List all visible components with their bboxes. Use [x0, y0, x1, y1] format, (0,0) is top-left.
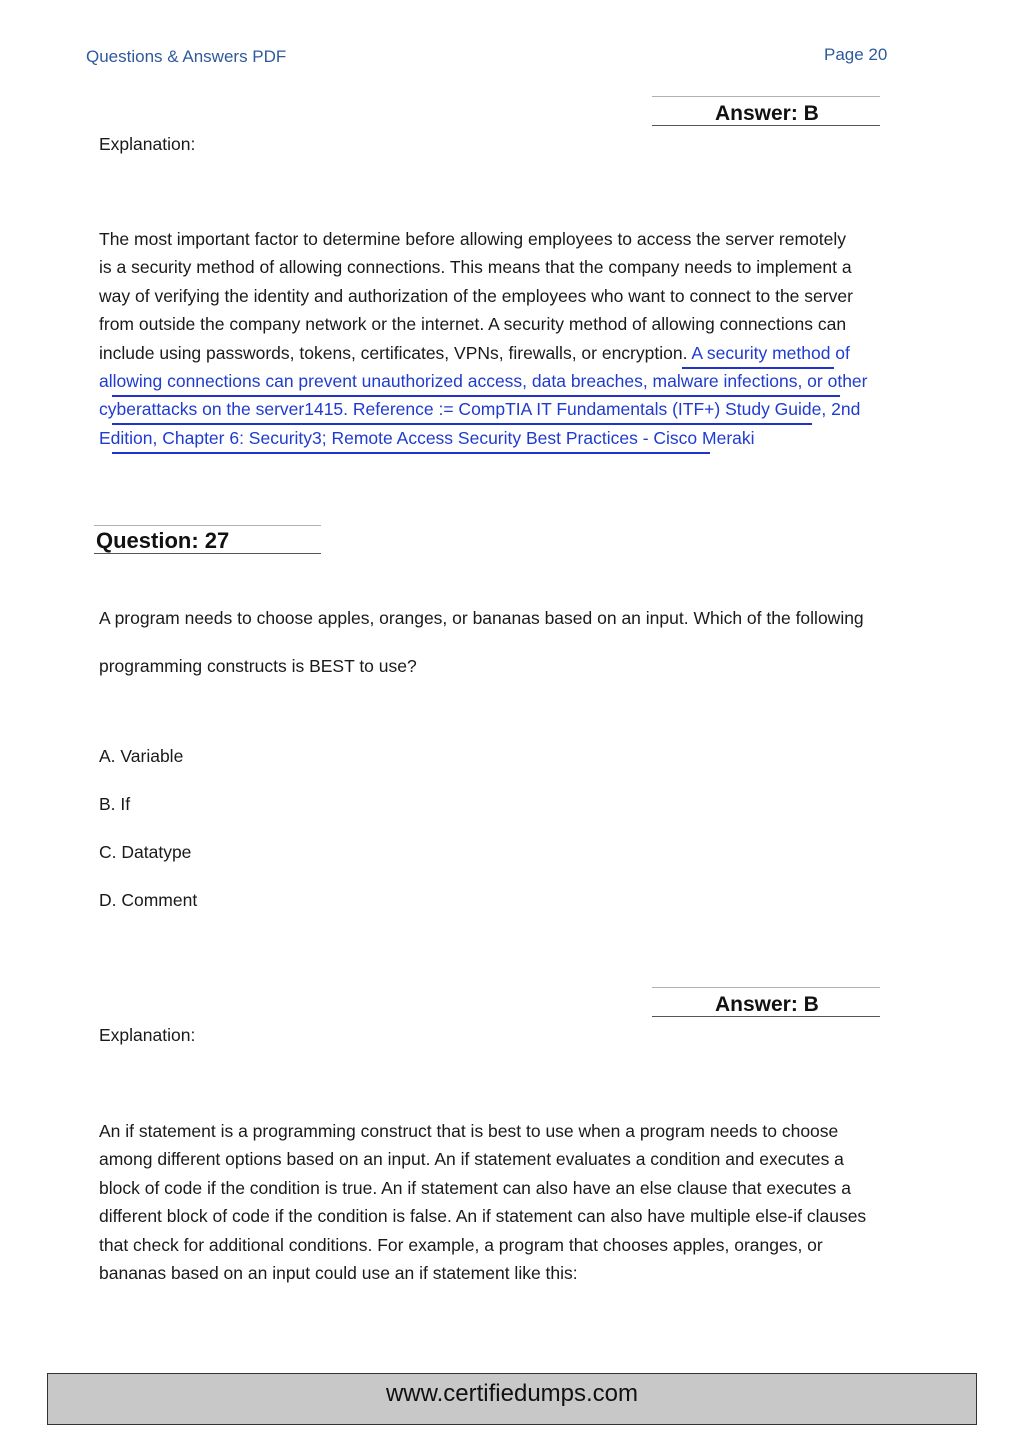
reference-link[interactable]: allowing connections can prevent unauthorized access, data breaches, malware infections, or other: [99, 371, 868, 392]
footer-url[interactable]: www.certifiedumps.com: [385, 1380, 639, 1407]
explanation-label: Explanation:: [99, 134, 196, 154]
question-number: Question: 27: [96, 528, 230, 553]
option-c: C. Datatype: [99, 842, 192, 862]
reference-link[interactable]: A security method of: [691, 342, 850, 363]
answer-label: Answer: B: [715, 993, 819, 1016]
reference-link[interactable]: Edition, Chapter 6: Security3; Remote Access Security Best Practices - Cisco Meraki: [99, 427, 755, 448]
reference-link[interactable]: cyberattacks on the server1415. Reference := CompTIA IT Fundamentals (ITF+) Study Guide, 2nd: [99, 399, 861, 420]
option-a: A. Variable: [99, 746, 184, 766]
link-underline: [682, 367, 834, 369]
explanation-paragraph: An if statement is a programming construct that is best to use when a program needs to choose among different options based on an input. An if statement evaluates a condition and executes a block of code if the condition is true. An if statement can also have an else clause that executes a different block of code if the condition is false. An if statement can also have multiple else-if clauses that check for additional conditions. For example, a program that chooses apples, oranges, or bananas based on an input could use an if statement like this:: [99, 1121, 867, 1284]
header-title: Questions & Answers PDF: [86, 47, 287, 66]
link-underline: [112, 423, 812, 425]
option-d: D. Comment: [99, 890, 198, 910]
question-text: programming constructs is BEST to use?: [99, 656, 417, 676]
answer-label: Answer: B: [715, 102, 819, 125]
link-underline: [112, 395, 840, 397]
link-underline: [112, 452, 710, 454]
question-text: A program needs to choose apples, oranges, or bananas based on an input. Which of the following: [99, 608, 864, 628]
page-number: Page 20: [824, 45, 888, 64]
footer-bar: [47, 1373, 977, 1425]
explanation-paragraph: The most important factor to determine before allowing employees to access the server remotely is a security method of allowing connections. This means that the company needs to implement a way of verifying the identity and authorization of the employees who want to connect to the server from outside the company network or the internet. A security method of allowing connections can include using passwords, tokens, certificates, VPNs, firewalls, or encryption. A security method of allowing connections can prevent unauthorized access, data breaches, malware infections, or other cyberattacks on the server1415. Reference := CompTIA IT Fundamentals (ITF+) Study Guide, 2nd Edition, Chapter 6: Security3; Remote Access Security Best Practices - Cisco Meraki: [99, 225, 979, 452]
explanation-label: Explanation:: [99, 1025, 196, 1045]
option-b: B. If: [99, 794, 131, 814]
